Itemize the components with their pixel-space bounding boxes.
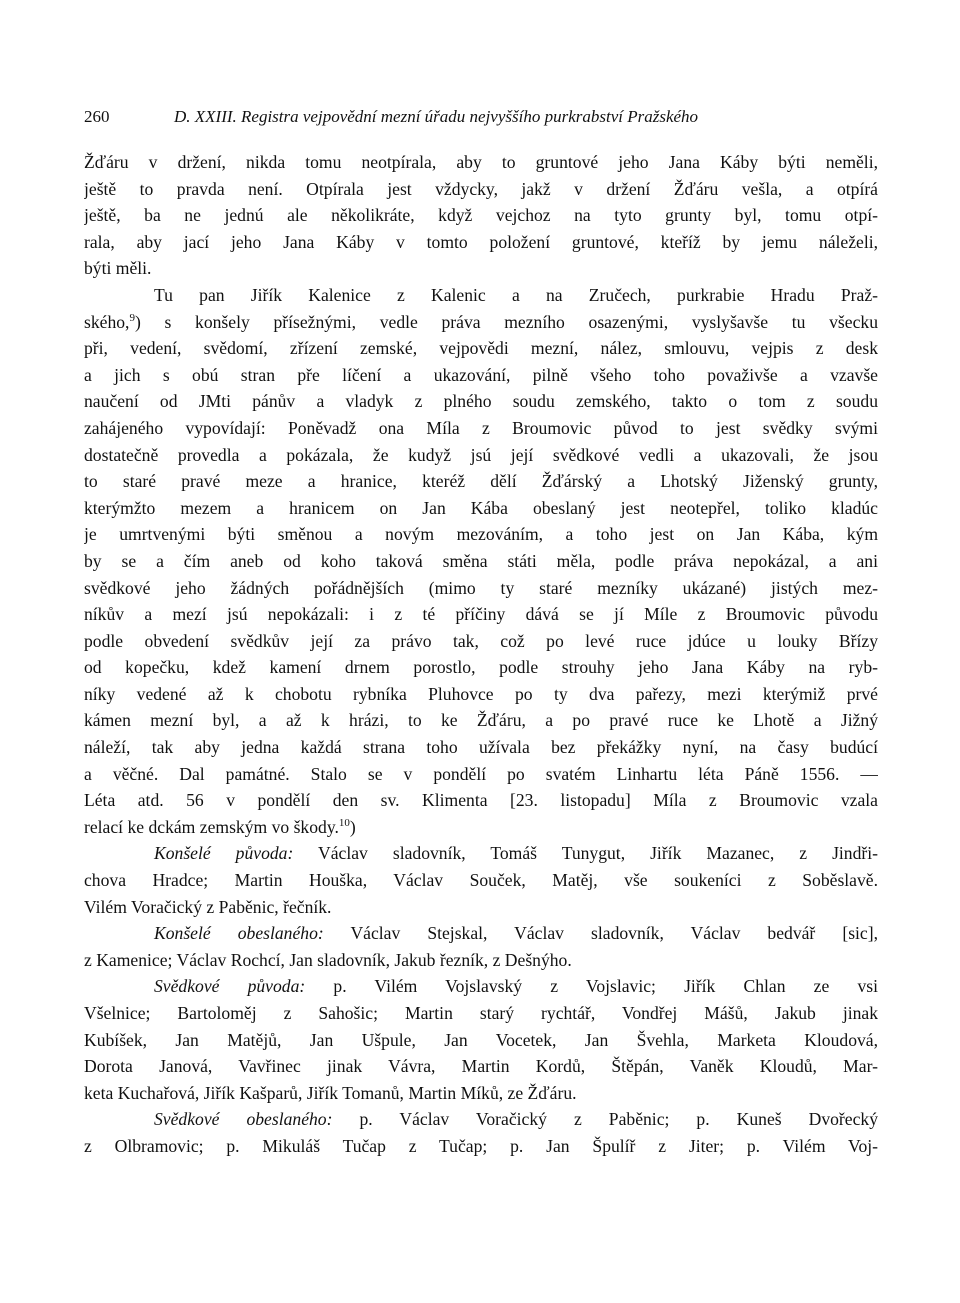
text-span: ještě, ba ne jednú ale několikráte, když vejchoz na tyto grunty byl, tomu otpí-: [84, 205, 878, 226]
text-span: Žďáru v držení, nikda tomu neotpírala, aby to gruntové jeho Jana Káby býti neměli,: [84, 152, 878, 172]
text-line: [84, 681, 878, 708]
text-line: [84, 1080, 878, 1107]
text-span: z Olbramovic; p. Mikuláš Tučap z Tučap; p. Jan Špulíř z Jiter; p. Vilém Voj-: [84, 1135, 878, 1156]
text-line: [84, 707, 878, 734]
text-line: [84, 654, 878, 681]
text-span: Léta atd. 56 v pondělí den sv. Klimenta [23. listopadu] Míla z Broumovic vzala: [84, 790, 878, 811]
text-line: [84, 176, 878, 203]
text-line: [84, 1027, 878, 1054]
text-span: níkův a mezí jsú nepokázali: i z té příčiny dává se jí Míle z Broumovic původu: [84, 604, 878, 625]
text-line: [84, 734, 878, 761]
text-line: [84, 229, 878, 256]
text-line: [84, 761, 878, 788]
text-line: [84, 787, 878, 814]
text-span: zahájeného vypovídají: Poněvadž ona Míla z Broumovic původ to jest svědky svými: [84, 417, 878, 438]
section-label: Svědkové obeslaného:: [154, 1109, 333, 1130]
text-span: naučení od JMti pánův a vladyk z plného soudu zemského, takto o tom z soudu: [84, 391, 878, 412]
text-span: náleží, tak aby jedna každá strana toho užívala bez překážky nyní, na časy budúcí: [84, 737, 878, 758]
text-span: z Kamenice; Václav Rochcí, Jan sladovník, Jakub řezník, z Dešnýho.: [84, 949, 572, 970]
text-span: chova Hradce; Martin Houška, Václav Souček, Matěj, vše soukeníci z Soběslavě.: [84, 870, 878, 891]
text-line: [84, 1133, 878, 1160]
section-label: Svědkové původa:: [154, 976, 306, 997]
text-span: relací ke dckám zemským vo škody.: [84, 816, 339, 837]
text-span: býti měli.: [84, 258, 152, 279]
text-line: [84, 814, 878, 841]
text-line: [84, 335, 878, 362]
text-line: [84, 309, 878, 336]
text-line: [84, 415, 878, 442]
text-span: Tu pan Jiřík Kalenice z Kalenic a na Zručech, purkrabie Hradu Praž-: [154, 284, 878, 305]
text-line: [84, 1000, 878, 1027]
text-span: p. Vilém Vojslavský z Vojslavic; Jiřík Chlan ze vsi: [305, 976, 878, 997]
text-span: kámen mezní byl, a až k hrázi, to ke Žďáru, a po pravé ruce ke Lhotě a Jižný: [84, 710, 878, 731]
text-span: ještě to pravda není. Otpírala jest vždycky, jakž v držení Žďáru vešla, a otpírá: [84, 178, 878, 199]
text-line: [84, 1106, 878, 1133]
text-line: [84, 442, 878, 469]
text-span: rala, aby jací jeho Jana Káby v tomto položení gruntové, kteříž by jemu náleželi,: [84, 231, 878, 252]
text-span: je umrtvenými býti směnou a novým mezováním, a toho jest on Jan Kába, kým: [84, 524, 878, 545]
text-span: svědkové jeho žádných pořádnějších (mimo ty staré mezníky ukázané) jistých mez-: [84, 577, 878, 598]
text-line: [84, 973, 878, 1000]
text-line: [84, 601, 878, 628]
page-number: 260: [84, 107, 110, 126]
text-span: Dorota Janová, Vavřinec jinak Vávra, Martin Kordů, Štěpán, Vaněk Kloudů, Mar-: [84, 1056, 878, 1077]
text-span: ) s konšely přísežnými, vedle práva mezního osazenými, vyslyšavše tu všecku: [134, 311, 878, 332]
text-line: [84, 548, 878, 575]
text-span: a jich s obú stran pře líčení a ukazování, pilně všeho toho považivše a vzavše: [84, 364, 878, 385]
text-span: to staré pravé meze a hranice, kteréž dělí Žďárský a Lhotský Jiženský grunty,: [84, 471, 878, 492]
page-body: [84, 149, 878, 1160]
text-line: [84, 628, 878, 655]
section-label: Konšelé obeslaného:: [154, 923, 324, 944]
text-span: při, vedení, svědomí, zřízení zemské, vejpovědi mezní, nález, smlouvu, vejpis z desk: [84, 338, 878, 359]
text-span: Václav sladovník, Tomáš Tunygut, Jiřík Mazanec, z Jindři-: [293, 843, 878, 864]
text-line: [84, 575, 878, 602]
text-span: níky vedené až k chobotu rybníka Pluhovce po ty dva pařezy, mezi kterýmiž prvé: [84, 683, 878, 704]
text-line: [84, 521, 878, 548]
text-line: [84, 202, 878, 229]
text-span: Vilém Voračický z Paběnic, řečník.: [84, 896, 332, 917]
text-line: [84, 362, 878, 389]
text-line: [84, 495, 878, 522]
text-line: [84, 947, 878, 974]
text-span: by se a čím aneb od koho taková směna státi měla, podle práva nepokázal, a ani: [84, 550, 878, 571]
footnote-ref: 10: [338, 816, 350, 829]
text-span: Kubíšek, Jan Matějů, Jan Ušpule, Jan Vocetek, Jan Švehla, Marketa Kloudová,: [84, 1029, 878, 1050]
page-header: [84, 104, 884, 130]
text-span: kterýmžto mezem a hranicem on Jan Kába obeslaný jest neotepřel, toliko kladúc: [84, 497, 878, 518]
text-span: ského,: [84, 311, 130, 332]
text-line: [84, 894, 878, 921]
text-span: Všelnice; Bartoloměj z Sahošic; Martin starý rychtář, Vondřej Mášů, Jakub jinak: [84, 1003, 878, 1023]
text-line: [84, 388, 878, 415]
text-line: [84, 468, 878, 495]
running-title: D. XXIII. Registra vejpovědní mezní úřadu nejvyššího purkrabství Pražského: [174, 107, 699, 126]
text-line: [84, 282, 878, 309]
text-span: ): [349, 816, 356, 837]
text-span: keta Kuchařová, Jiřík Kašparů, Jiřík Tomanů, Martin Míků, ze Žďáru.: [84, 1082, 577, 1103]
text-span: podle obvedení svědkův její za právo tak, což po levé ruce jdúce u louky Břízy: [84, 630, 878, 651]
text-span: a věčné. Dal památné. Stalo se v pondělí po svatém Linhartu léta Páně 1556. —: [84, 763, 878, 784]
text-line: [84, 920, 878, 947]
text-line: [84, 840, 878, 867]
text-line: [84, 867, 878, 894]
text-line: [84, 149, 878, 176]
text-span: p. Václav Voračický z Paběnic; p. Kuneš Dvořecký: [332, 1109, 878, 1130]
text-span: od kopečku, kdež kamení drnem porostlo, podle strouhy jeho Jana Káby na ryb-: [84, 657, 878, 678]
text-line: [84, 1053, 878, 1080]
footnote-ref: 9: [129, 311, 135, 324]
section-label: Konšelé původa:: [154, 843, 294, 864]
text-span: Václav Stejskal, Václav sladovník, Václav bedvář [sic],: [323, 923, 878, 944]
text-span: dostatečně provedla a pokázala, že kudyž jsú její svědkové vedli a ukazovali, že jsou: [84, 444, 878, 465]
text-line: [84, 255, 878, 282]
